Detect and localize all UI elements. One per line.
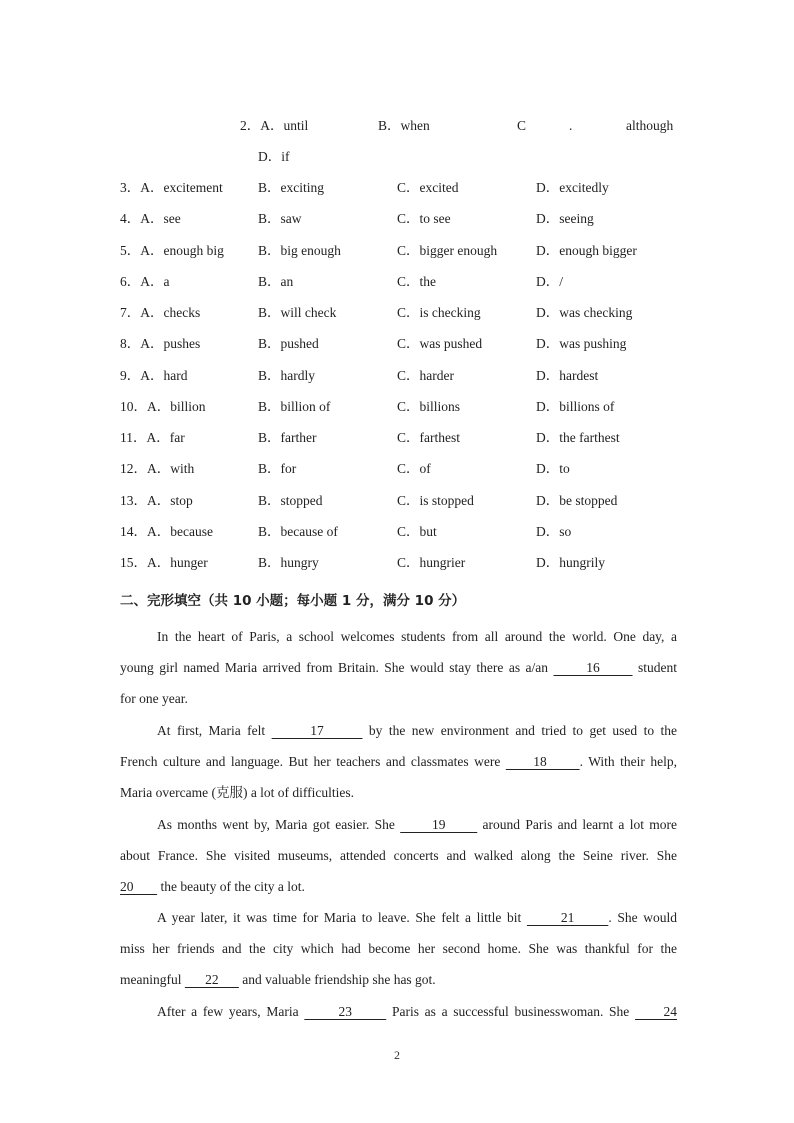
question-number-and-option-a: [120, 366, 188, 386]
question-number-and-option-a: [120, 428, 185, 448]
option-a[interactable]: A．with: [147, 461, 195, 477]
blank-22[interactable]: 22: [184, 972, 239, 988]
q2-option-d: D．if: [258, 149, 290, 164]
passage-paragraph-2: [120, 715, 677, 809]
option-c[interactable]: C．of: [397, 461, 431, 477]
question-number: 10．: [120, 398, 147, 414]
passage-text: French culture and language. But her teachers and classmates were: [120, 754, 501, 770]
question-number-and-option-a: [120, 397, 206, 417]
option-c[interactable]: C．excited: [397, 180, 459, 195]
question-number-and-option-a: [120, 178, 223, 198]
question-row: [0, 366, 794, 386]
passage-paragraph-1: [120, 621, 677, 715]
question-number: 12．: [120, 461, 147, 477]
option-b[interactable]: B．will check: [258, 305, 337, 320]
option-d[interactable]: D．be stopped: [536, 492, 618, 508]
option-a[interactable]: A．see: [140, 211, 181, 227]
question-number: 15．: [120, 555, 147, 570]
question-number: 7．: [120, 305, 141, 320]
passage-text: around Paris and learnt a lot more: [482, 817, 678, 832]
question-number-and-option-a: [120, 241, 224, 261]
question-number-and-option-a: [120, 209, 181, 229]
option-d[interactable]: D．the farthest: [536, 430, 620, 445]
passage-line: miss her friends and the city which had become her second home. She was thankful for the: [120, 941, 677, 957]
q2-option-a: 2．A．until: [240, 118, 309, 133]
question-2-row-d: [0, 147, 794, 167]
option-a[interactable]: A．checks: [140, 305, 201, 320]
passage-line: [120, 652, 677, 683]
option-c[interactable]: C．the: [397, 273, 436, 289]
option-b[interactable]: B．billion of: [258, 398, 331, 414]
option-a[interactable]: A．a: [140, 273, 170, 289]
passage-paragraph-3: [120, 809, 677, 903]
question-number: 9．: [120, 367, 141, 383]
option-c[interactable]: C．billions: [397, 398, 461, 414]
option-d[interactable]: D．excitedly: [536, 180, 609, 195]
passage-text: young girl named Maria arrived from Britain. She would stay there as a/an: [120, 660, 549, 676]
option-d[interactable]: D．was checking: [536, 305, 633, 320]
passage-text: At first, Maria felt: [157, 723, 266, 738]
option-a[interactable]: A．billion: [147, 398, 206, 414]
option-b[interactable]: B．exciting: [258, 180, 324, 195]
passage-line: for one year.: [120, 691, 188, 707]
passage-text: and valuable friendship she has got.: [242, 972, 436, 988]
question-number: 11．: [120, 430, 147, 445]
option-b[interactable]: B．an: [258, 273, 294, 289]
q2-option-c-letter: C: [517, 118, 527, 133]
page-number: 2: [394, 1048, 400, 1062]
option-b[interactable]: B．for: [258, 461, 297, 477]
question-row: [0, 272, 794, 292]
passage-paragraph-4: [120, 902, 677, 996]
blank-21[interactable]: 21: [526, 910, 609, 925]
option-d[interactable]: D．was pushing: [536, 336, 627, 352]
blank-17[interactable]: 17: [271, 723, 363, 738]
option-d[interactable]: D．billions of: [536, 398, 615, 414]
passage-text: meaningful: [120, 972, 182, 988]
option-c[interactable]: C．to see: [397, 211, 451, 227]
option-c[interactable]: C．is stopped: [397, 492, 474, 508]
question-number: 5．: [120, 242, 141, 258]
passage-text: . She would: [608, 910, 677, 925]
option-b[interactable]: B．farther: [258, 430, 317, 445]
option-c[interactable]: C．was pushed: [397, 336, 483, 352]
question-number: 3．: [120, 180, 141, 195]
passage-line: [120, 746, 677, 777]
question-row: [0, 303, 794, 323]
option-a[interactable]: A．pushes: [140, 336, 201, 352]
question-row: [0, 553, 794, 573]
question-number-and-option-a: [120, 334, 200, 354]
question-row: [0, 241, 794, 261]
question-number: 14．: [120, 523, 147, 539]
question-2-row: [0, 116, 794, 136]
q2-option-b: B．when: [378, 118, 430, 133]
blank-18[interactable]: 18: [505, 754, 580, 770]
passage-text: . With their help,: [579, 754, 677, 770]
passage-text: student: [638, 660, 678, 676]
option-b[interactable]: B．hungry: [258, 555, 319, 570]
question-number-and-option-a: [120, 272, 170, 292]
passage-line: about France. She visited museums, attended concerts and walked along the Seine river. She: [120, 848, 677, 864]
passage-line: [120, 715, 677, 746]
passage-line: [120, 902, 677, 933]
blank-23[interactable]: 23: [304, 1004, 387, 1019]
option-b[interactable]: B．saw: [258, 211, 302, 227]
option-d[interactable]: D．/: [536, 273, 563, 289]
question-number-and-option-a: [120, 459, 194, 479]
option-a[interactable]: A．hunger: [147, 555, 208, 570]
question-number: 6．: [120, 273, 141, 289]
passage-text: the beauty of the city a lot.: [160, 879, 305, 895]
option-d[interactable]: D．hungrily: [536, 555, 605, 570]
passage-line: In the heart of Paris, a school welcomes students from all around the world. One day, a: [157, 629, 677, 644]
question-number: 4．: [120, 211, 141, 227]
option-a[interactable]: A．hard: [140, 367, 188, 383]
option-a[interactable]: A．excitement: [140, 180, 223, 195]
q2-option-c-word: although: [626, 118, 674, 133]
question-row: [0, 522, 794, 542]
question-row: [0, 334, 794, 354]
question-number-and-option-a: [120, 553, 208, 573]
option-a[interactable]: A．far: [146, 430, 185, 445]
option-a[interactable]: A．because: [147, 523, 213, 539]
option-d[interactable]: D．seeing: [536, 211, 594, 227]
question-number: 8．: [120, 336, 141, 352]
passage-line: [120, 996, 677, 1027]
option-b[interactable]: B．stopped: [258, 492, 323, 508]
option-b[interactable]: B．big enough: [258, 242, 341, 258]
question-row: [0, 397, 794, 417]
option-c[interactable]: C．hungrier: [397, 555, 466, 570]
question-number: 13．: [120, 492, 147, 508]
option-c[interactable]: C．but: [397, 523, 437, 539]
passage-line: Maria overcame (克服) a lot of difficulties.: [120, 785, 355, 801]
section-title: 二、完形填空（共 10 小题；每小题 1 分，满分 10 分）: [120, 593, 466, 609]
option-d[interactable]: D．hardest: [536, 367, 599, 383]
question-row: [0, 178, 794, 198]
question-row: [0, 459, 794, 479]
option-c[interactable]: C．is checking: [397, 305, 481, 320]
option-b[interactable]: B．hardly: [258, 367, 315, 383]
option-a[interactable]: A．enough big: [140, 242, 224, 258]
question-row: [0, 428, 794, 448]
passage-line: [120, 871, 677, 902]
option-c[interactable]: C．bigger enough: [397, 242, 498, 258]
blank-20[interactable]: 20: [120, 879, 158, 895]
option-d[interactable]: D．so: [536, 523, 572, 539]
option-d[interactable]: D．enough bigger: [536, 242, 637, 258]
option-c[interactable]: C．harder: [397, 367, 454, 383]
option-d[interactable]: D．to: [536, 461, 570, 477]
blank-24[interactable]: 24: [635, 1004, 678, 1019]
option-a[interactable]: A．stop: [147, 492, 193, 508]
passage-line: [120, 964, 677, 995]
option-b[interactable]: B．pushed: [258, 336, 319, 352]
passage-text: Paris as a successful businesswoman. She: [391, 1004, 630, 1019]
passage-line: [120, 809, 677, 840]
option-b[interactable]: B．because of: [258, 523, 338, 539]
passage-text: After a few years, Maria: [157, 1004, 299, 1019]
passage-text: A year later, it was time for Maria to leave. She felt a little bit: [157, 910, 522, 925]
passage-text: by the new environment and tried to get used to the: [368, 723, 678, 738]
blank-16[interactable]: 16: [553, 660, 633, 676]
question-number-and-option-a: [120, 522, 213, 542]
q2-option-c-dot: .: [569, 118, 573, 133]
blank-19[interactable]: 19: [400, 817, 478, 832]
question-number-and-option-a: [120, 491, 193, 511]
passage-text: As months went by, Maria got easier. She: [157, 817, 395, 832]
option-c[interactable]: C．farthest: [397, 430, 460, 445]
question-row: [0, 209, 794, 229]
passage-paragraph-5: [120, 996, 677, 1027]
question-row: [0, 491, 794, 511]
question-number-and-option-a: [120, 303, 200, 323]
